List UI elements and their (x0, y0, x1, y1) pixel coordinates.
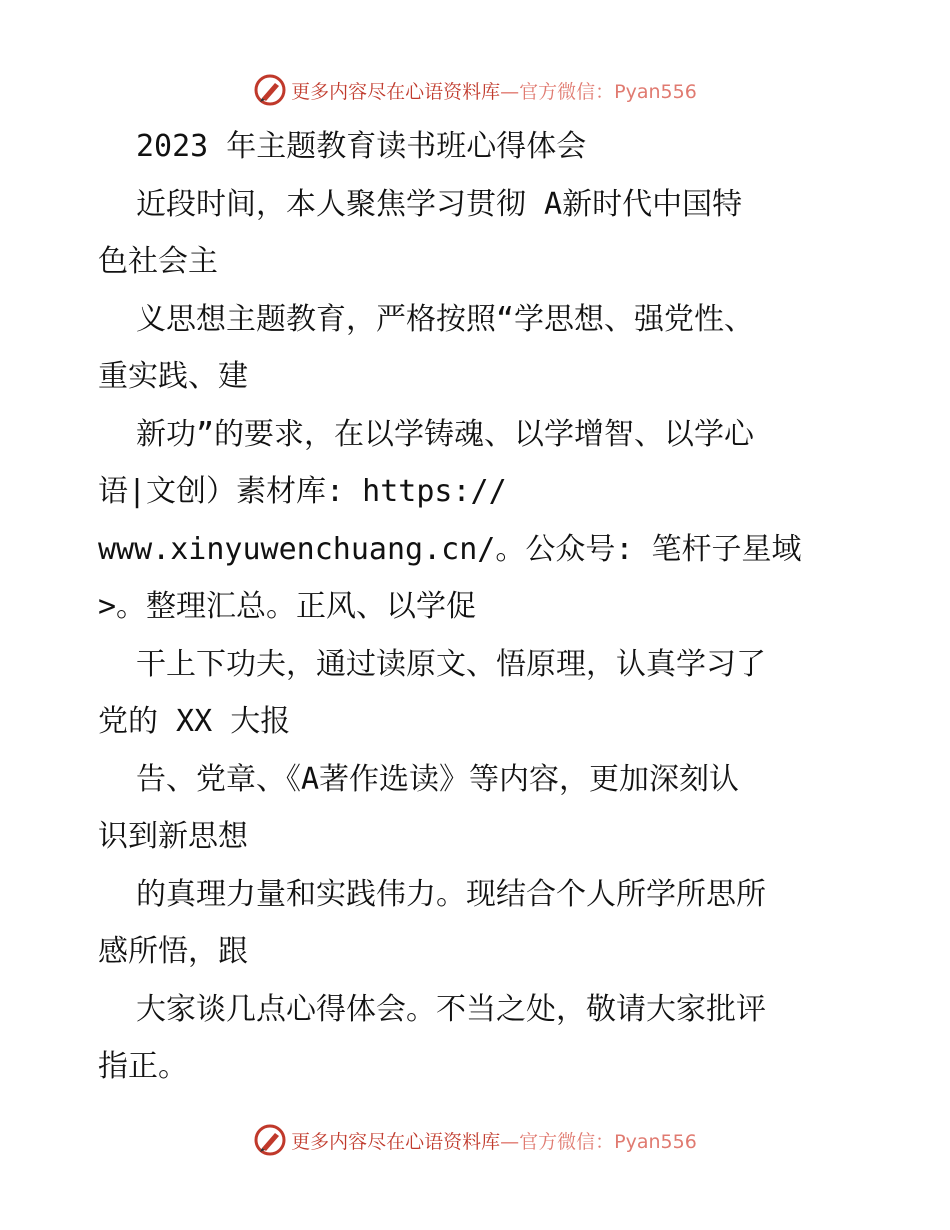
document-line: 干上下功夫，通过读原文、悟原理，认真学习了 (136, 646, 766, 682)
document-line: 色社会主 (98, 244, 218, 279)
document-line: 告、党章、《A著作选读》等内容，更加深刻认 (136, 761, 740, 797)
pen-logo-icon (253, 73, 287, 107)
footer-watermark-banner (0, 1120, 950, 1160)
document-line: 语|文创）素材库: https:// (98, 474, 507, 509)
document-line: 的真理力量和实践伟力。现结合个人所学所思所 (136, 876, 766, 912)
document-line: 党的 XX 大报 (98, 704, 291, 739)
banner-main-text: 更多内容尽在心语资料库 (291, 80, 501, 103)
document-line: 指正。 (98, 1049, 188, 1084)
document-line: 近段时间，本人聚焦学习贯彻 A新时代中国特 (136, 186, 743, 222)
document-line: >。整理汇总。正风、以学促 (98, 589, 477, 624)
document-line: 重实践、建 (98, 359, 248, 394)
banner-suffix-text: —官方微信：Pyan556 (500, 1130, 697, 1153)
document-line: 新功”的要求，在以学铸魂、以学增智、以学心 (136, 416, 755, 452)
banner-main-text: 更多内容尽在心语资料库 (291, 1130, 501, 1153)
banner-suffix-text: —官方微信：Pyan556 (500, 80, 697, 103)
pen-logo-icon (253, 1123, 287, 1157)
document-line: 大家谈几点心得体会。不当之处，敬请大家批评 (136, 991, 766, 1027)
document-line: 义思想主题教育，严格按照“学思想、强党性、 (136, 301, 755, 337)
header-watermark-banner (0, 70, 950, 110)
document-line: 识到新思想 (98, 819, 248, 854)
document-line: 2023 年主题教育读书班心得体会 (136, 129, 587, 164)
document-line: 感所悟，跟 (98, 934, 248, 969)
document-line: www.xinyuwenchuang.cn/。公众号: 笔杆子星域 (98, 531, 802, 567)
document-body (98, 118, 898, 1096)
